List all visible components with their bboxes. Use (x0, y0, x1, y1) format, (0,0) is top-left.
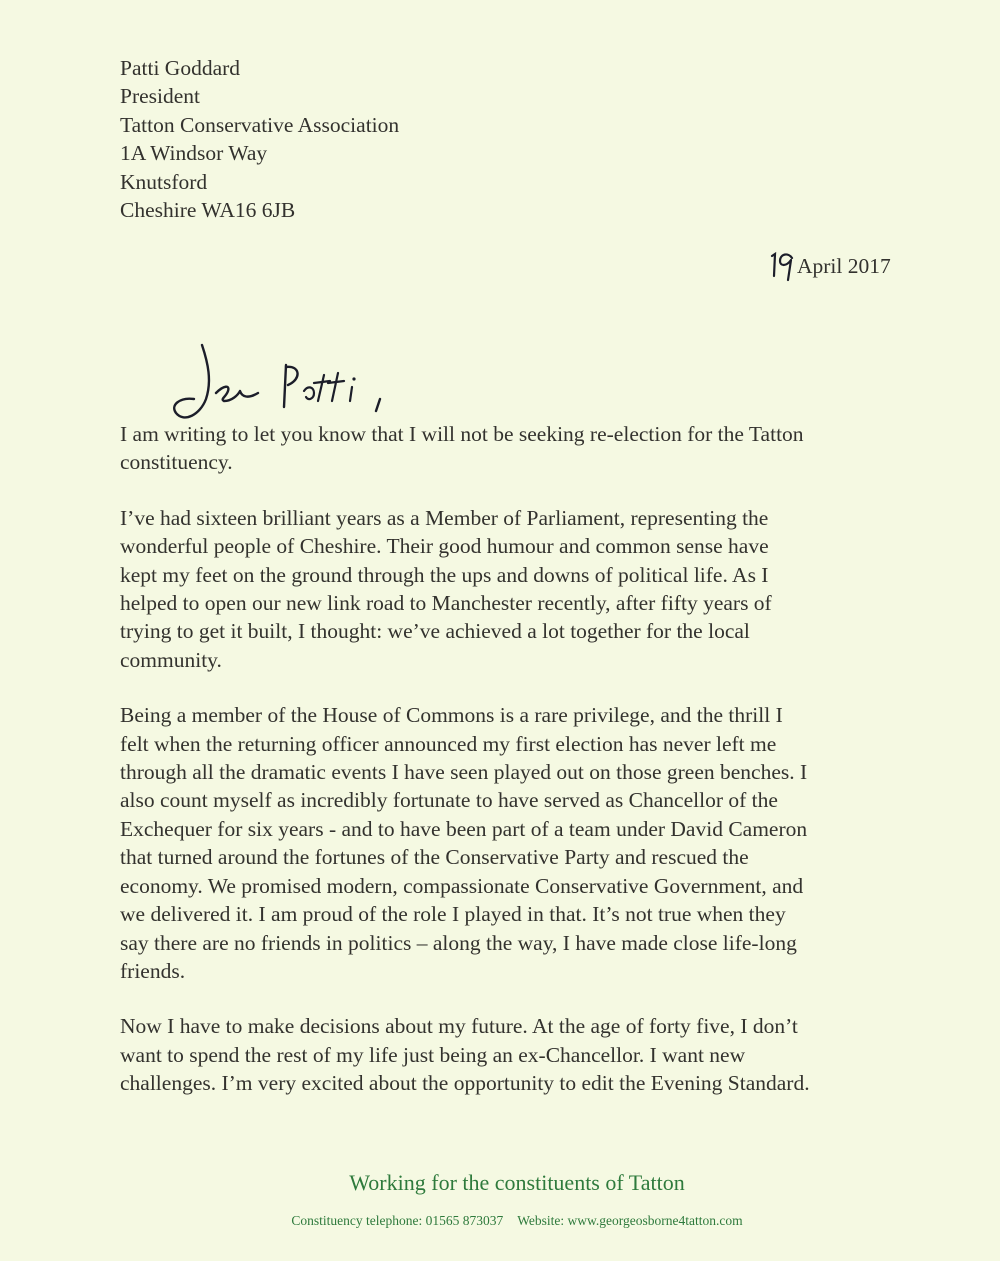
body-line: through all the dramatic events I have seen played out on those green benches. I (120, 760, 808, 785)
body-line: felt when the returning officer announced my first election has never left me (120, 731, 777, 756)
body-line: Being a member of the House of Commons is a rare privilege, and the thrill I (120, 703, 783, 728)
paragraph-future (120, 1012, 910, 1097)
paragraph-intro (120, 420, 910, 477)
body-line: say there are no friends in politics – along the way, I have made close life-long (120, 930, 797, 955)
footer-telephone: Constituency telephone: 01565 873037 (291, 1213, 504, 1228)
body-line: trying to get it built, I thought: we’ve achieved a lot together for the local (120, 619, 750, 644)
handwritten-salutation (168, 335, 408, 430)
paragraph-years-as-mp (120, 504, 910, 674)
recipient-town: Knutsford (120, 169, 208, 194)
footer-tagline: Working for the constituents of Tatton (349, 1170, 685, 1195)
body-line: Exchequer for six years - and to have been part of a team under David Cameron (120, 816, 808, 841)
body-line: constituency. (120, 450, 233, 475)
body-line: also count myself as incredibly fortunate to have served as Chancellor of the (120, 788, 778, 813)
body-line: kept my feet on the ground through the ups and downs of political life. As I (120, 562, 769, 587)
body-line: economy. We promised modern, compassionate Conservative Government, and (120, 873, 804, 898)
recipient-address-block (120, 54, 399, 224)
body-line: challenges. I’m very excited about the opportunity to edit the Evening Standard. (120, 1071, 810, 1096)
letter-body (120, 420, 910, 1125)
recipient-street: 1A Windsor Way (120, 141, 268, 166)
body-line: I’ve had sixteen brilliant years as a Member of Parliament, representing the (120, 505, 769, 530)
footer-website: Website: www.georgeosborne4tatton.com (517, 1213, 743, 1228)
footer-contact (0, 1213, 1000, 1229)
date-month-year: April 2017 (797, 254, 891, 278)
body-line: I am writing to let you know that I will not be seeking re-election for the Tatton (120, 422, 804, 446)
recipient-name: Patti Goddard (120, 56, 241, 80)
body-line: helped to open our new link road to Manchester recently, after fifty years of (120, 591, 772, 616)
body-line: we delivered it. I am proud of the role I played in that. It’s not true when they (120, 902, 786, 927)
body-line: that turned around the fortunes of the Conservative Party and rescued the (120, 845, 749, 870)
body-line: wonderful people of Cheshire. Their good humour and common sense have (120, 534, 769, 559)
body-line: community. (120, 647, 222, 672)
recipient-county-postcode: Cheshire WA16 6JB (120, 198, 296, 223)
body-line: want to spend the rest of my life just being an ex-Chancellor. I want new (120, 1042, 746, 1067)
body-line: friends. (120, 958, 186, 983)
recipient-organisation: Tatton Conservative Association (120, 112, 400, 137)
recipient-title: President (120, 84, 201, 109)
body-line: Now I have to make decisions about my future. At the age of forty five, I don’t (120, 1014, 798, 1039)
paragraph-house-of-commons (120, 701, 910, 985)
handwritten-day (766, 246, 796, 284)
